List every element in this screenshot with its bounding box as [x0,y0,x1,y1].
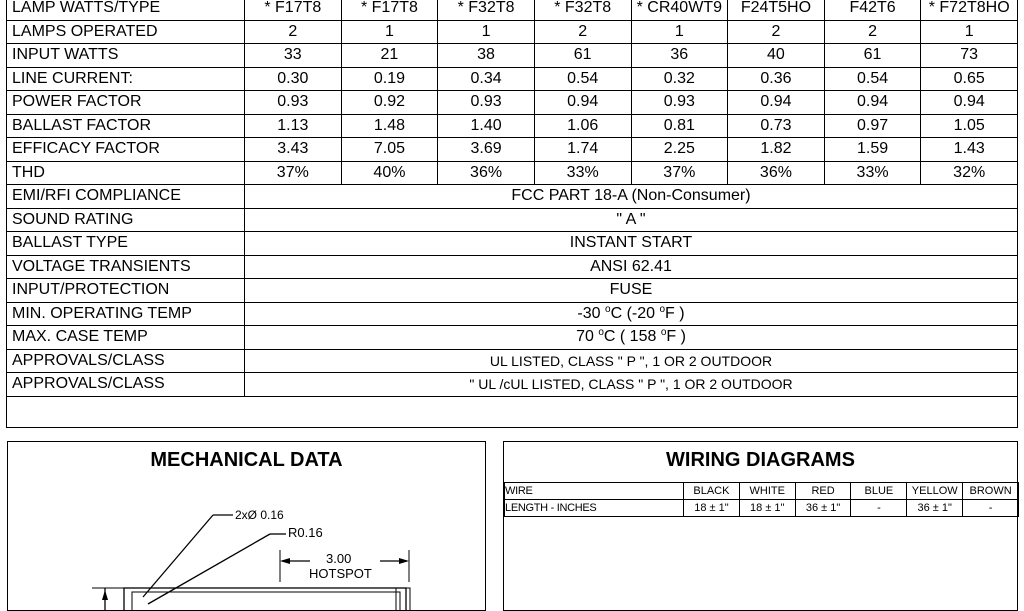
spec-value: 0.36 [728,67,825,91]
wire-length-value: 36 ± 1" [795,500,851,517]
spec-value: 40% [341,161,438,185]
spec-value: 0.30 [245,67,342,91]
spec-label: BALLAST FACTOR [7,114,245,138]
spec-value: 2 [728,20,825,44]
spec-merged-value: INSTANT START [245,232,1018,256]
spec-value: 36% [438,161,535,185]
spec-value: 1.05 [921,114,1018,138]
spec-value: 1 [631,20,728,44]
degree-symbol: o [659,303,666,315]
spec-row [7,67,1018,91]
spec-value: 61 [534,44,631,68]
spec-value: 0.93 [631,91,728,115]
spec-label: MAX. CASE TEMP [7,326,245,350]
wire-length-value: 18 ± 1" [684,500,740,517]
spec-merged-value: FCC PART 18-A (Non-Consumer) [245,185,1018,209]
wire-length-value: 18 ± 1" [739,500,795,517]
wire-color-header: YELLOW [907,483,963,500]
wire-length-value: - [851,500,907,517]
spec-row [7,349,1018,373]
spec-row [7,138,1018,162]
spec-label: THD [7,161,245,185]
wire-length-value: - [963,500,1019,517]
lamp-type-header: F42T6 [824,0,921,20]
spec-row [7,279,1018,303]
spec-value: 0.32 [631,67,728,91]
spec-label: SOUND RATING [7,208,245,232]
spec-value: 0.65 [921,67,1018,91]
wire-length-value: 36 ± 1" [907,500,963,517]
spec-value: 2 [824,20,921,44]
spec-value: 1.48 [341,114,438,138]
spec-table [6,0,1018,397]
wiring-diagrams-panel [503,441,1018,611]
spec-row [7,326,1018,350]
spec-label: BALLAST TYPE [7,232,245,256]
hole-leader-line [143,515,213,597]
radius-dimension-label: R0.16 [288,525,323,540]
spec-value: 1 [921,20,1018,44]
spec-row [7,232,1018,256]
hotspot-value: 3.00 [326,551,352,566]
mechanical-title: MECHANICAL DATA [150,449,343,471]
spec-value: 0.94 [824,91,921,115]
lamp-type-header: * F72T8HO [921,0,1018,20]
spec-value: 1.59 [824,138,921,162]
spec-value: 32% [921,161,1018,185]
wiring-title: WIRING DIAGRAMS [666,449,855,471]
spec-merged-value: 70 $^o$C ( 158 $^o$F ) [245,326,1018,350]
spec-row [7,373,1018,397]
degree-symbol: o [660,327,667,339]
lamp-type-header: * F32T8 [438,0,535,20]
spec-label: INPUT WATTS [7,44,245,68]
spec-row [7,161,1018,185]
spec-value: 0.54 [534,67,631,91]
wire-table [504,482,1019,517]
wire-color-row [505,483,1019,500]
spec-label: APPROVALS/CLASS [7,349,245,373]
spec-label: APPROVALS/CLASS [7,373,245,397]
spec-value: 37% [631,161,728,185]
spec-value: 0.92 [341,91,438,115]
spec-value: 1.40 [438,114,535,138]
lamp-type-header: * CR40WT9 [631,0,728,20]
hotspot-label: HOTSPOT [309,566,372,581]
spec-value: 61 [824,44,921,68]
spec-label: POWER FACTOR [7,91,245,115]
spec-value: 3.43 [245,138,342,162]
lamp-type-header: * F32T8 [534,0,631,20]
spec-value: 2 [245,20,342,44]
spec-value: 3.69 [438,138,535,162]
spec-label: LAMPS OPERATED [7,20,245,44]
spec-value: 73 [921,44,1018,68]
spec-row [7,185,1018,209]
spec-value: 0.81 [631,114,728,138]
spec-value: 0.94 [534,91,631,115]
spec-value: 38 [438,44,535,68]
spec-row [7,208,1018,232]
spec-value: 7.05 [341,138,438,162]
spec-value: 1 [341,20,438,44]
wire-color-header: WHITE [739,483,795,500]
spec-value: 0.94 [921,91,1018,115]
spec-value: 0.73 [728,114,825,138]
spec-value: 1.82 [728,138,825,162]
mechanical-drawing [8,442,484,610]
spec-value: 0.54 [824,67,921,91]
spec-merged-value: " A " [245,208,1018,232]
spec-row [7,91,1018,115]
wire-row-label: WIRE [505,483,684,500]
spec-value: 1.06 [534,114,631,138]
wire-color-header: BLACK [684,483,740,500]
spec-value: 0.94 [728,91,825,115]
spec-label: MIN. OPERATING TEMP [7,302,245,326]
spec-row [7,20,1018,44]
lamp-type-header: * F17T8 [245,0,342,20]
spec-value: 1.13 [245,114,342,138]
spec-value: 0.34 [438,67,535,91]
wire-color-header: BLUE [851,483,907,500]
length-row-label: LENGTH - INCHES [505,500,684,517]
spec-value: 36 [631,44,728,68]
spec-value: 1.74 [534,138,631,162]
spec-value: 0.93 [438,91,535,115]
spec-value: 21 [341,44,438,68]
spec-merged-value: ANSI 62.41 [245,255,1018,279]
spec-value: 33 [245,44,342,68]
lamp-type-header: * F17T8 [341,0,438,20]
wire-color-header: BROWN [963,483,1019,500]
spec-table-panel [6,0,1018,428]
spec-row [7,114,1018,138]
hole-dimension-label: 2xØ 0.16 [235,508,284,522]
spec-value: 37% [245,161,342,185]
spec-value: 36% [728,161,825,185]
spec-row [7,255,1018,279]
spec-row [7,44,1018,68]
spec-value: 0.93 [245,91,342,115]
spec-row [7,302,1018,326]
spec-merged-value: FUSE [245,279,1018,303]
spec-value: 2 [534,20,631,44]
lamp-type-header: F24T5HO [728,0,825,20]
degree-symbol: o [598,327,604,339]
mechanical-data-panel [7,441,486,611]
spec-value: 2.25 [631,138,728,162]
spec-value: 1 [438,20,535,44]
degree-symbol: o [605,303,611,315]
spec-value: 0.97 [824,114,921,138]
spec-value: 33% [824,161,921,185]
spec-label: LINE CURRENT: [7,67,245,91]
spec-label: INPUT/PROTECTION [7,279,245,303]
spec-row [7,0,1018,20]
spec-value: 0.19 [341,67,438,91]
wire-color-header: RED [795,483,851,500]
spec-merged-value: " UL /cUL LISTED, CLASS " P ", 1 OR 2 OUTDOOR [245,373,1018,397]
spec-value: 1.43 [921,138,1018,162]
spec-value: 40 [728,44,825,68]
spec-merged-value: -30 $^o$C (-20 $^o$F ) [245,302,1018,326]
spec-label: EFFICACY FACTOR [7,138,245,162]
spec-label: LAMP WATTS/TYPE [7,0,245,20]
spec-label: VOLTAGE TRANSIENTS [7,255,245,279]
spec-label: EMI/RFI COMPLIANCE [7,185,245,209]
spec-value: 33% [534,161,631,185]
wire-length-row [505,500,1019,517]
spec-merged-value: UL LISTED, CLASS " P ", 1 OR 2 OUTDOOR [245,349,1018,373]
